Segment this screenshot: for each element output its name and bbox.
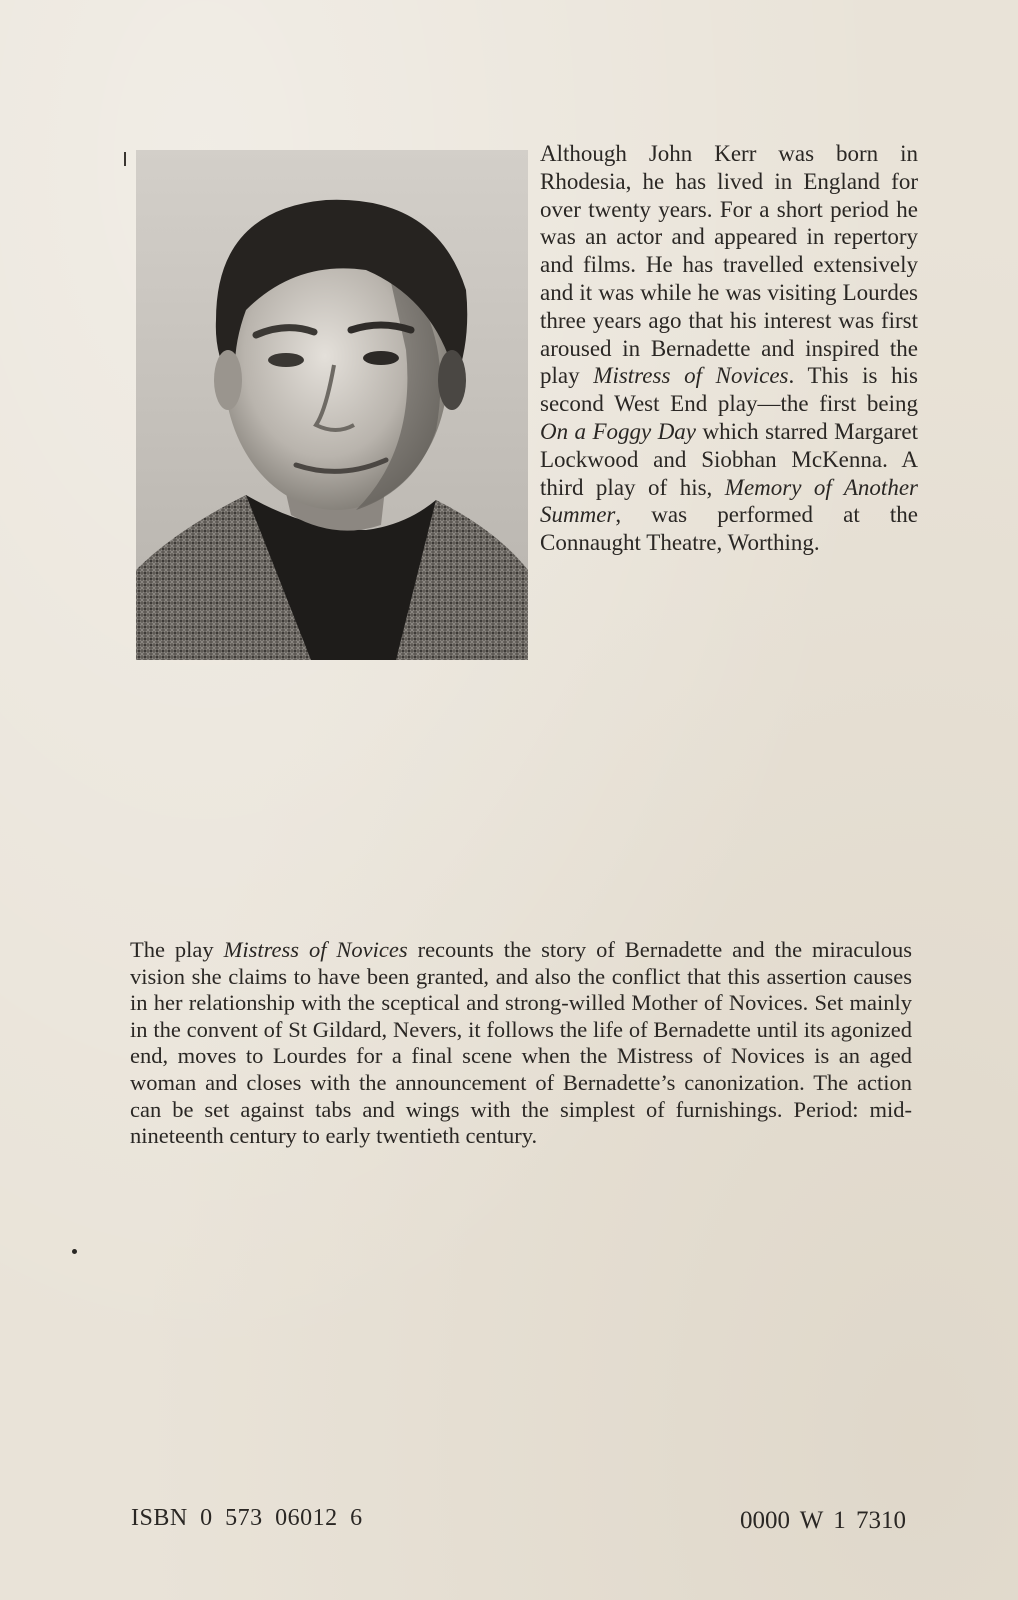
play-title: On a Foggy Day — [540, 418, 697, 444]
play-title: Memory of Another Summer — [540, 474, 918, 528]
author-portrait-image — [136, 150, 528, 660]
author-photo — [136, 150, 528, 660]
play-title: Mistress of Novices — [593, 363, 789, 389]
author-bio — [540, 140, 918, 557]
crop-mark — [124, 152, 126, 166]
author-bio-text: Although John Kerr was born in Rhodesia, he has lived in England for over twenty years. For a short period he was an actor and appeared in repertory and films. He has travelled extensively and it was while he was visiting Lourdes three years ago that his interest was first aroused in Bernadette and inspired the play — [540, 141, 918, 389]
isbn-number: ISBN 0 573 06012 6 — [131, 1505, 363, 1531]
catalog-code: 0000 W 1 7310 — [740, 1507, 906, 1534]
author-bio-text: which starred Margaret Lockwood and Siobhan McKenna. A third play of his, — [540, 418, 918, 500]
author-bio-text: , was performed at the Connaught Theatre, Worthing. — [540, 502, 918, 556]
play-title: Mistress of Novices — [223, 937, 408, 962]
synopsis-text: recounts the story of Bernadette and the miraculous vision she claims to have been granted, and also the conflict that this assertion causes in her relationship with the sceptical and strong-willed Mother of Novices. Set mainly in the convent of St Gildard, Nevers, it follows the life of Bernadette until its agonized end, moves to Lourdes for a final scene when the Mistress of Novices is an aged woman and closes with the announcement of Bernadette’s canonization. The action can be set against tabs and wings with the simplest of furnishings. Period: mid-nineteenth century to early twentieth century. — [130, 937, 913, 1149]
author-bio-text: . This is his second West End play—the first being — [540, 363, 919, 417]
play-synopsis — [130, 937, 912, 1150]
ink-speck — [72, 1249, 77, 1254]
synopsis-text: The play — [130, 937, 224, 962]
